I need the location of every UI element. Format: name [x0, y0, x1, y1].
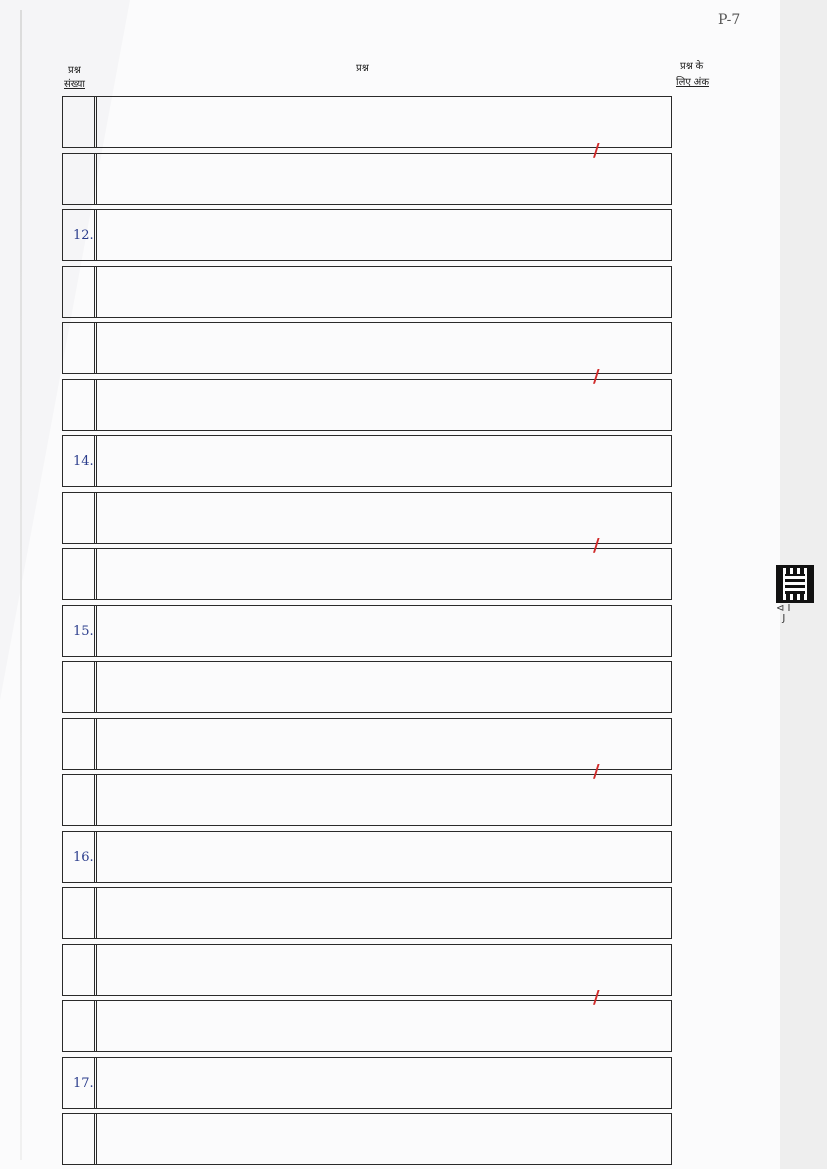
question-number [63, 154, 97, 204]
qr-code [776, 565, 814, 603]
question-number [63, 97, 97, 147]
question-number [63, 775, 97, 825]
question-number [63, 662, 97, 712]
answer-row [62, 96, 672, 148]
answer-row [62, 987, 672, 1052]
answer-row [62, 139, 672, 205]
answer-row [62, 605, 672, 657]
answer-row [62, 1057, 672, 1109]
page-number: P-7 [718, 12, 741, 28]
header-number-label: संख्या [64, 79, 85, 90]
paper-edge [20, 10, 22, 1160]
grading-tick: / [593, 761, 600, 782]
answer-row [62, 661, 672, 713]
answer-row [62, 365, 672, 431]
header-question-title: प्रश्न [356, 63, 369, 74]
header-question-label: प्रश्न [68, 65, 81, 76]
question-number: 14. [63, 436, 97, 486]
question-number [63, 945, 97, 995]
answer-row [62, 761, 672, 826]
question-number [63, 323, 97, 373]
side-mark: ⊲ I J [776, 603, 791, 624]
answer-row [62, 492, 672, 544]
answer-row [62, 535, 672, 600]
answer-row [62, 944, 672, 996]
grading-tick: / [593, 987, 600, 1008]
question-number [63, 267, 97, 317]
question-number: 16. [63, 832, 97, 882]
header-marks-label: प्रश्न के [680, 61, 704, 72]
answer-row [62, 831, 672, 883]
question-number [63, 1114, 97, 1164]
question-number [63, 719, 97, 769]
question-number [63, 1001, 97, 1051]
answer-row [62, 209, 672, 261]
question-number [63, 380, 97, 430]
question-number [63, 493, 97, 543]
answer-row [62, 718, 672, 770]
answer-row [62, 322, 672, 374]
question-number: 17. [63, 1058, 97, 1108]
answer-row [62, 435, 672, 487]
answer-row [62, 887, 672, 939]
question-number: 15. [63, 606, 97, 656]
answer-row [62, 266, 672, 318]
question-number [63, 888, 97, 938]
grading-tick: / [593, 139, 600, 161]
grading-tick: / [593, 365, 600, 387]
answer-row [62, 1113, 672, 1165]
header-marks-sub: लिए अंक [676, 77, 709, 88]
grading-tick: / [593, 535, 600, 556]
question-number [63, 549, 97, 599]
question-number: 12. [63, 210, 97, 260]
